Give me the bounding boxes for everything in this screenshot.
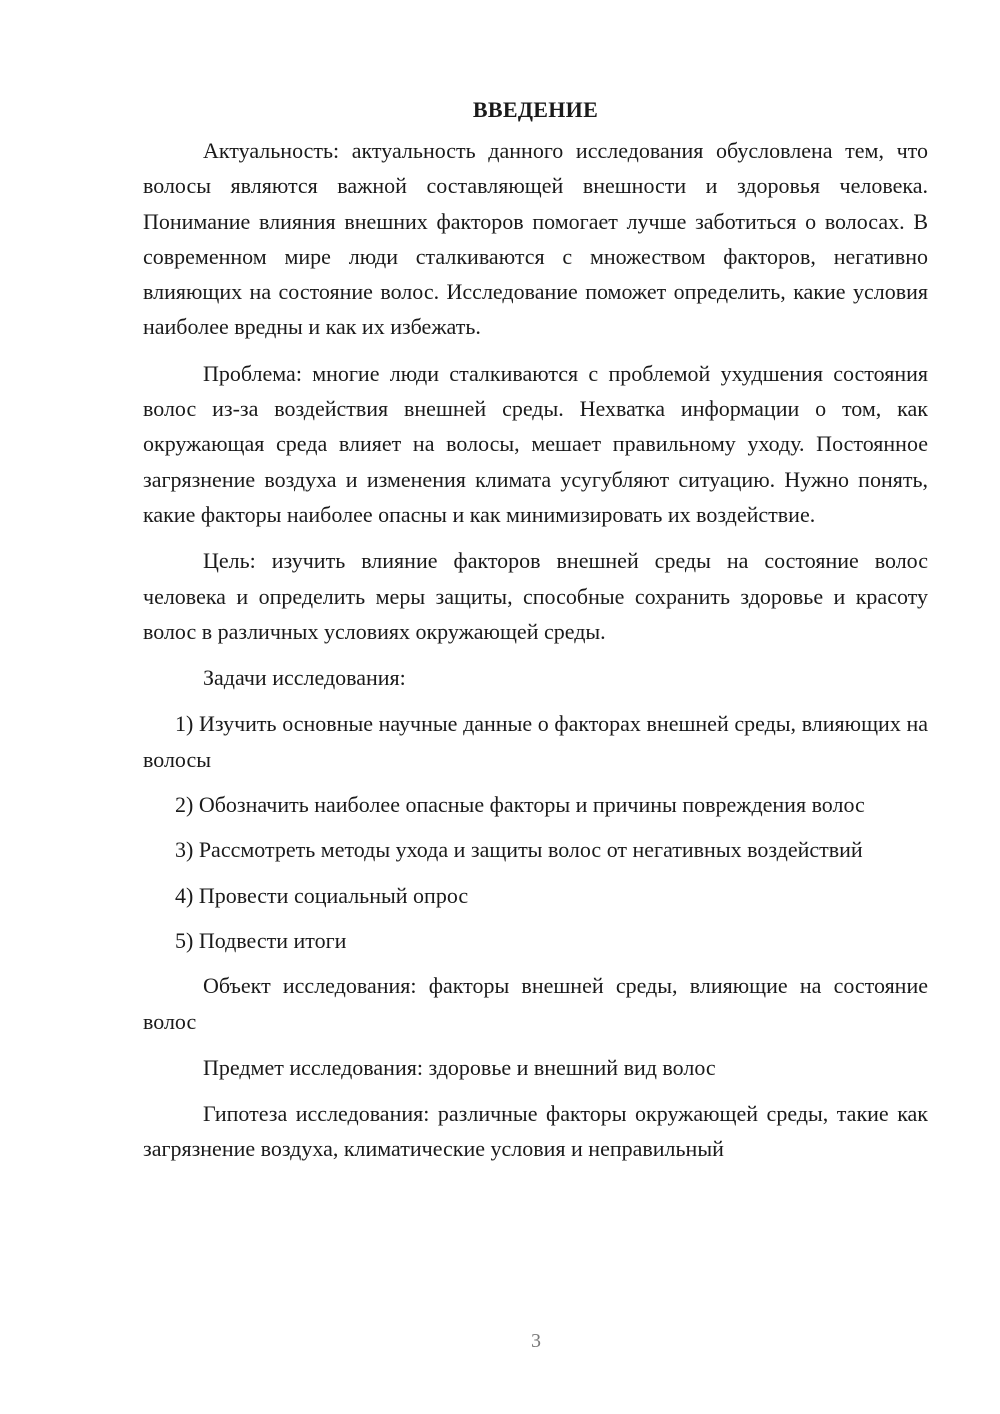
task-item: 4) Провести социальный опрос <box>175 882 469 908</box>
goal-paragraph: Цель: изучить влияние факторов внешней среды на состояние волос человека и определить меры защиты, способные сохранить здоровье и красоту волос в различных условиях окружающей среды. <box>143 548 928 644</box>
task-item: 5) Подвести итоги <box>175 927 347 953</box>
page-number: 3 <box>531 1330 541 1352</box>
task-item: 3) Рассмотреть методы ухода и защиты волос от негативных воздействий <box>175 837 863 863</box>
hypothesis-paragraph: Гипотеза исследования: различные факторы окружающей среды, такие как загрязнение воздуха, климатические условия и неправильный <box>143 1101 928 1162</box>
tasks-heading: Задачи исследования: <box>203 665 406 691</box>
page-content <box>143 92 928 1178</box>
section-title: ВВЕДЕНИЕ <box>472 97 599 122</box>
subject-paragraph: Предмет исследования: здоровье и внешний вид волос <box>203 1054 716 1080</box>
relevance-paragraph: Актуальность: актуальность данного исследования обусловлена тем, что волосы являются важной составляющей внешности и здоровья человека. Понимание влияния внешних факторов помогает лучше заботиться о волосах. В современном мире люди сталкиваются с множеством факторов, негативно влияющих на состояние волос. Исследование поможет определить, какие условия наиболее вредны и как их избежать. <box>143 138 928 340</box>
task-item: 2) Обозначить наиболее опасные факторы и причины повреждения волос <box>175 792 865 818</box>
task-item: 1) Изучить основные научные данные о факторах внешней среды, влияющих на волосы <box>143 711 928 772</box>
problem-paragraph: Проблема: многие люди сталкиваются с проблемой ухудшения состояния волос из-за воздействия внешней среды. Нехватка информации о том, как окружающая среда влияет на волосы, мешает правильному уходу. Постоянное загрязнение воздуха и изменения климата усугубляют ситуацию. Нужно понять, какие факторы наиболее опасны и как минимизировать их воздействие. <box>143 360 928 527</box>
object-paragraph: Объект исследования: факторы внешней среды, влияющие на состояние волос <box>143 973 928 1034</box>
